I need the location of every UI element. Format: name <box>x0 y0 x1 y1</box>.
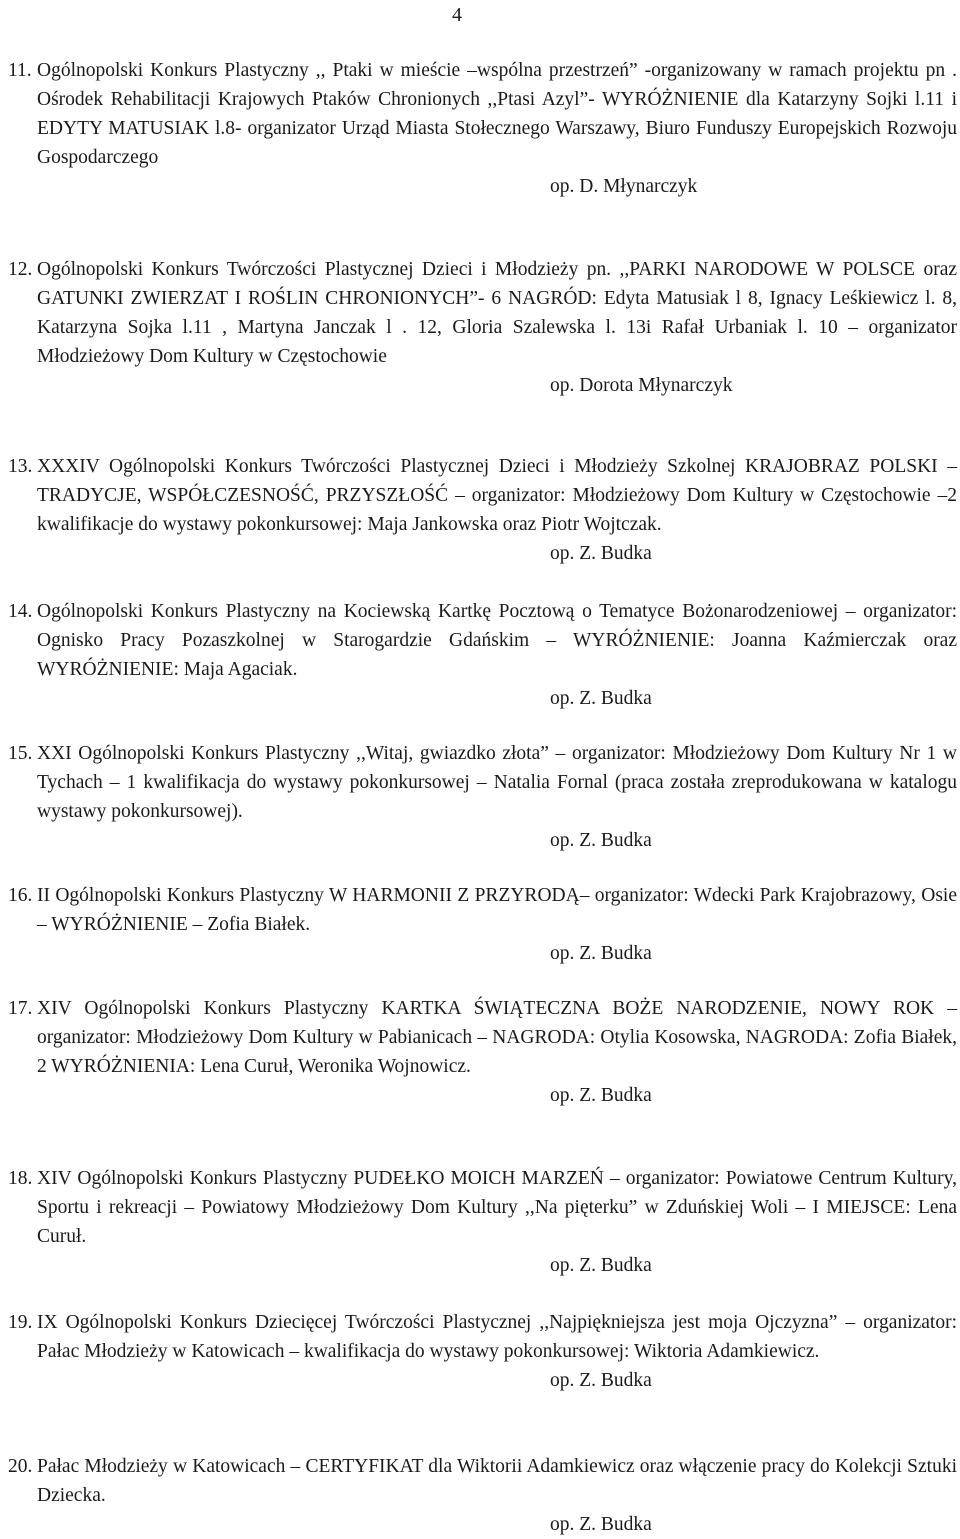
item-author: op. Z. Budka <box>550 543 652 564</box>
item-number: 16. <box>8 885 33 906</box>
item-number: 19. <box>8 1312 33 1333</box>
list-item <box>0 1164 960 1280</box>
item-author: op. Z. Budka <box>550 830 652 851</box>
item-text: Ogólnopolski Konkurs Twórczości Plastycznej Dzieci i Młodzieży pn. ,,PARKI NARODOWE W POLSCE oraz GATUNKI ZWIERZAT I ROŚLIN CHRONIONYCH”- 6 NAGRÓD: Edyta Matusiak l 8, Ignacy Leśkiewicz l. 8, Katarzyna Sojka l.11 , Martyna Janczak l . 12, Gloria Szalewska l. 13i Rafał Urbaniak l. 10 – organizator Młodzieżowy Dom Kultury w Częstochowie <box>37 259 957 367</box>
page-number: 4 <box>452 4 462 26</box>
item-text: II Ogólnopolski Konkurs Plastyczny W HARMONII Z PRZYRODĄ– organizator: Wdecki Park Krajobrazowy, Osie – WYRÓŻNIENIE – Zofia Białek. <box>37 885 957 935</box>
list-item <box>0 56 960 201</box>
list-item <box>0 739 960 855</box>
item-number: 18. <box>8 1168 33 1189</box>
item-text: XXXIV Ogólnopolski Konkurs Twórczości Plastycznej Dzieci i Młodzieży Szkolnej KRAJOBRAZ POLSKI –TRADYCJE, WSPÓŁCZESNOŚĆ, PRZYSZŁOŚĆ – organizator: Młodzieżowy Dom Kultury w Częstochowie –2 kwalifikacje do wystawy pokonkursowej: Maja Jankowska oraz Piotr Wojtczak. <box>37 456 957 535</box>
item-author: op. Z. Budka <box>550 1514 652 1535</box>
item-text: Ogólnopolski Konkurs Plastyczny ,, Ptaki w mieście –wspólna przestrzeń” -organizowany w ramach projektu pn . Ośrodek Rehabilitacji Krajowych Ptaków Chronionych ,,Ptasi Azyl”- WYRÓŻNIENIE dla Katarzyny Sojki l.11 i EDYTY MATUSIAK l.8- organizator Urząd Miasta Stołecznego Warszawy, Biuro Funduszy Europejskich Rozwoju Gospodarczego <box>37 60 957 168</box>
item-author: op. Dorota Młynarczyk <box>550 375 733 396</box>
item-number: 20. <box>8 1456 33 1477</box>
list-item <box>0 255 960 400</box>
item-number: 15. <box>8 743 33 764</box>
item-text: XXI Ogólnopolski Konkurs Plastyczny ,,Witaj, gwiazdko złota” – organizator: Młodzieżowy Dom Kultury Nr 1 w Tychach – 1 kwalifikacja do wystawy pokonkursowej – Natalia Fornal (praca została zreprodukowana w katalogu wystawy pokonkursowej). <box>37 743 957 822</box>
list-item <box>0 1452 960 1539</box>
item-author: op. Z. Budka <box>550 1370 652 1391</box>
list-item <box>0 1308 960 1395</box>
list-item <box>0 597 960 713</box>
list-item <box>0 994 960 1110</box>
item-text: XIV Ogólnopolski Konkurs Plastyczny PUDEŁKO MOICH MARZEŃ – organizator: Powiatowe Centrum Kultury, Sportu i rekreacji – Powiatowy Młodzieżowy Dom Kultury ,,Na pięterku” w Zduńskiej Woli – I MIEJSCE: Lena Curuł. <box>37 1168 957 1247</box>
list-item <box>0 881 960 968</box>
item-text: Pałac Młodzieży w Katowicach – CERTYFIKAT dla Wiktorii Adamkiewicz oraz włączenie pracy do Kolekcji Sztuki Dziecka. <box>37 1456 957 1506</box>
item-author: op. Z. Budka <box>550 943 652 964</box>
item-author: op. D. Młynarczyk <box>550 176 698 197</box>
item-number: 17. <box>8 998 33 1019</box>
item-number: 14. <box>8 601 33 622</box>
item-text: Ogólnopolski Konkurs Plastyczny na Kociewską Kartkę Pocztową o Tematyce Bożonarodzeniowej – organizator: Ognisko Pracy Pozaszkolnej w Starogardzie Gdańskim – WYRÓŻNIENIE: Joanna Kaźmierczak oraz WYRÓŻNIENIE: Maja Agaciak. <box>37 601 957 680</box>
item-number: 12. <box>8 259 33 280</box>
item-number: 11. <box>8 60 32 81</box>
item-number: 13. <box>8 456 33 477</box>
item-text: IX Ogólnopolski Konkurs Dziecięcej Twórczości Plastycznej ,,Najpiękniejsza jest moja Ojczyzna” – organizator: Pałac Młodzieży w Katowicach – kwalifikacja do wystawy pokonkursowej: Wiktoria Adamkiewicz. <box>37 1312 957 1362</box>
item-text: XIV Ogólnopolski Konkurs Plastyczny KARTKA ŚWIĄTECZNA BOŻE NARODZENIE, NOWY ROK – organizator: Młodzieżowy Dom Kultury w Pabianicach – NAGRODA: Otylia Kosowska, NAGRODA: Zofia Białek, 2 WYRÓŻNIENIA: Lena Curuł, Weronika Wojnowicz. <box>37 998 957 1077</box>
item-author: op. Z. Budka <box>550 1085 652 1106</box>
item-author: op. Z. Budka <box>550 1255 652 1276</box>
list-item <box>0 452 960 568</box>
item-author: op. Z. Budka <box>550 688 652 709</box>
